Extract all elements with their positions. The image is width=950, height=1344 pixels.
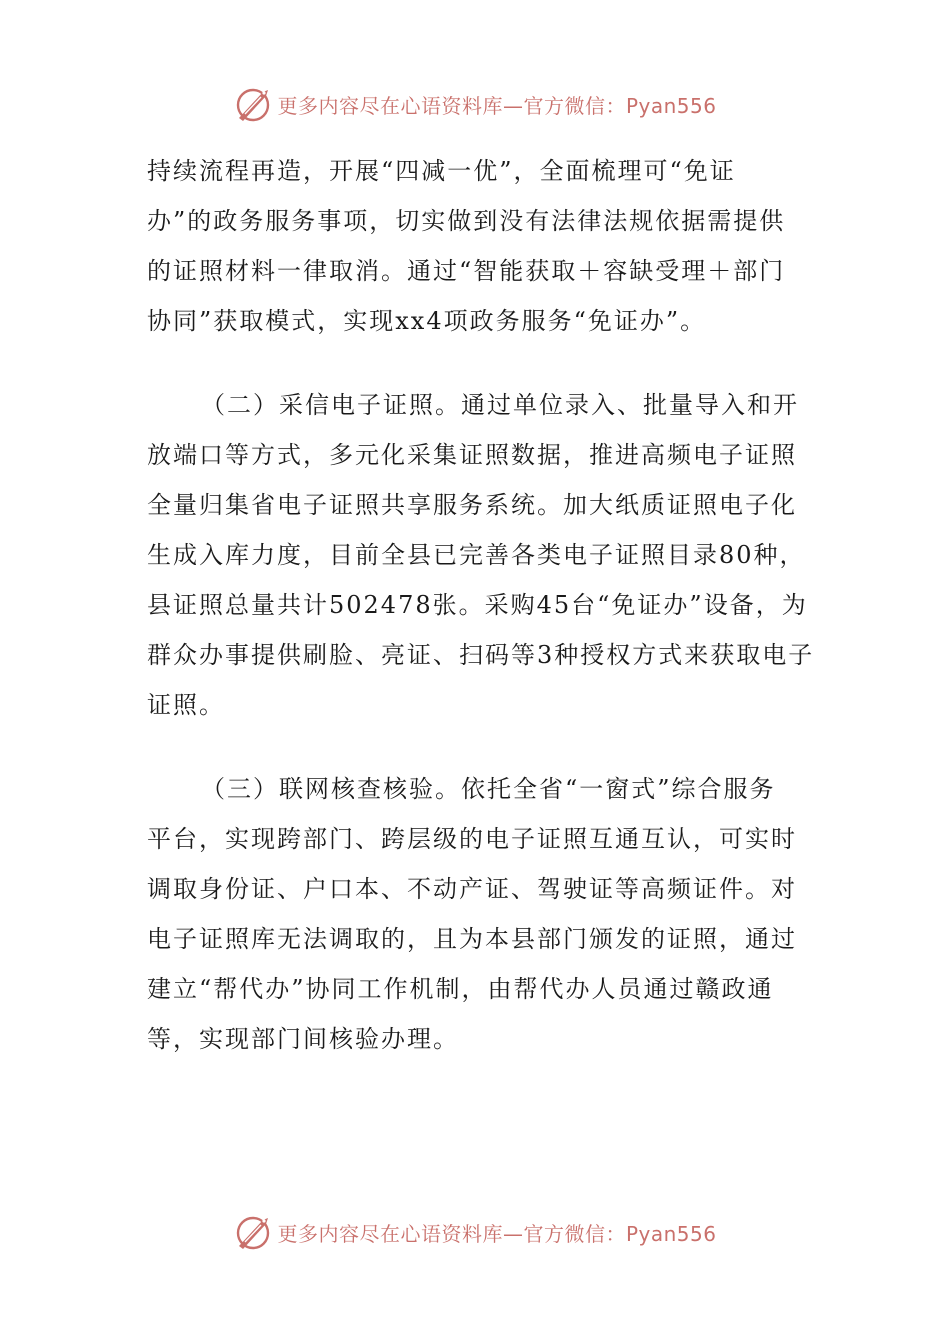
text-line: 生成入库力度，目前全县已完善各类电子证照目录80种， (147, 541, 806, 569)
text-line: 电子证照库无法调取的，且为本县部门颁发的证照，通过 (147, 925, 797, 953)
watermark-text: 更多内容尽在心语资料库—官方微信：Pyan556 (277, 93, 717, 118)
text-line: （三）联网核查核验。依托全省“一窗式”综合服务 (201, 775, 776, 803)
pen-nib-circle-icon (233, 1212, 273, 1252)
paragraph-gap (147, 730, 807, 764)
text-line: 群众办事提供刷脸、亮证、扫码等3种授权方式来获取电子 (147, 641, 815, 669)
header-watermark (0, 82, 950, 126)
watermark-text: 更多内容尽在心语资料库—官方微信：Pyan556 (277, 1221, 717, 1246)
text-line: 的证照材料一律取消。通过“智能获取＋容缺受理＋部门 (147, 257, 786, 285)
paragraph-3 (147, 764, 807, 1064)
text-line: （二）采信电子证照。通过单位录入、批量导入和开 (201, 391, 799, 419)
paragraph-2 (147, 380, 815, 730)
text-line: 建立“帮代办”协同工作机制，由帮代办人员通过赣政通 (147, 975, 774, 1003)
text-line: 县证照总量共计502478张。采购45台“免证办”设备，为 (147, 591, 808, 619)
text-line: 证照。 (147, 691, 225, 719)
footer-watermark (0, 1210, 950, 1254)
text-line: 持续流程再造，开展“四减一优”，全面梳理可“免证 (147, 157, 736, 185)
paragraph-1 (147, 146, 807, 346)
pen-nib-circle-icon (233, 84, 273, 124)
text-line: 放端口等方式，多元化采集证照数据，推进高频电子证照 (147, 441, 797, 469)
text-line: 协同”获取模式，实现xx4项政务服务“免证办”。 (147, 307, 707, 335)
paragraph-gap (147, 346, 807, 380)
text-line: 办”的政务服务事项，切实做到没有法律法规依据需提供 (147, 207, 786, 235)
text-line: 调取身份证、户口本、不动产证、驾驶证等高频证件。对 (147, 875, 797, 903)
document-body (147, 146, 815, 1064)
text-line: 等，实现部门间核验办理。 (147, 1025, 459, 1053)
text-line: 平台，实现跨部门、跨层级的电子证照互通互认，可实时 (147, 825, 797, 853)
text-line: 全量归集省电子证照共享服务系统。加大纸质证照电子化 (147, 491, 797, 519)
